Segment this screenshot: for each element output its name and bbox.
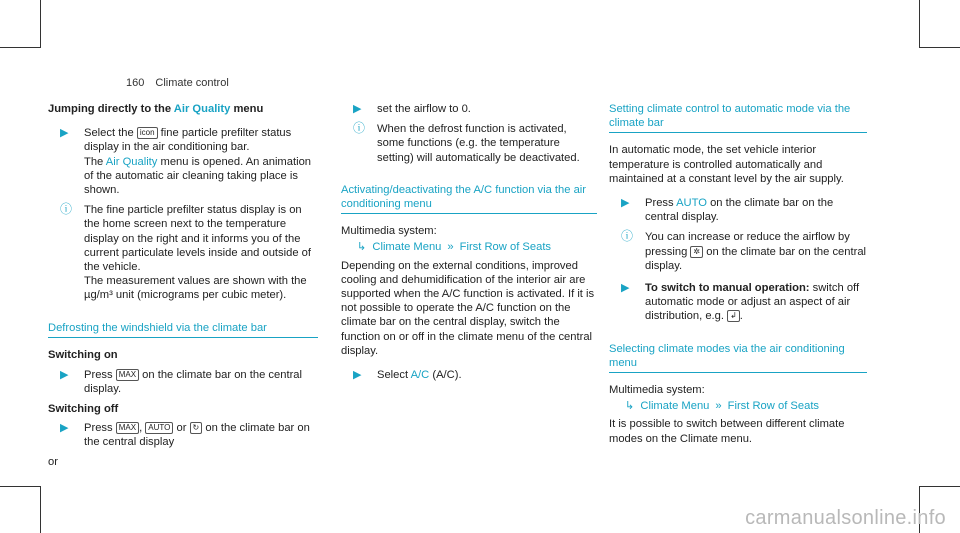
section-ac-heading: Activating/deactivating the A/C function via the air conditioning menu — [341, 183, 597, 214]
info-icon: ⓘ — [621, 229, 634, 244]
crop-mark — [920, 47, 960, 48]
note-defrost: ⓘ When the defrost function is activated, some functions (e.g. the temperature setting) will automatically be deactivated. — [353, 121, 580, 164]
auto-body: In automatic mode, the set vehicle interior temperature is controlled automatically and maintained at a constant level by the air supply. — [609, 144, 844, 185]
step-select-ac: ▶ Select A/C (A/C). — [353, 369, 462, 382]
multimedia-label: Multimedia system: — [341, 225, 437, 238]
step-arrow-icon: ▶ — [621, 197, 630, 210]
defrost-max-icon: MAX — [116, 369, 139, 381]
path-climate-menu[interactable]: Climate Menu — [640, 400, 710, 413]
switching-off-heading: Switching off — [48, 403, 119, 416]
step-arrow-icon: ▶ — [60, 127, 69, 140]
section-modes-heading: Selecting climate modes via the air conditioning menu — [609, 342, 867, 373]
crop-mark — [0, 47, 40, 48]
path-first-row[interactable]: First Row of Seats — [727, 400, 820, 413]
menu-path — [609, 399, 867, 413]
path-arrow-icon: ↳ — [625, 400, 635, 413]
step-arrow-icon: ▶ — [621, 282, 630, 295]
switching-on-heading: Switching on — [48, 348, 118, 361]
crop-mark — [919, 0, 920, 48]
air-distribution-icon: ↲ — [727, 310, 740, 322]
ac-body: Depending on the external conditions, improved cooling and dehumidification of the interior air are supported when the A/C function is activated. If it is not possible to operate the A/C function on the climate bar on the central display, switch the function on or off in the climate menu of the central display. — [341, 259, 595, 357]
heading-air-quality: Jumping directly to the Air Quality menu — [48, 103, 264, 115]
column-left — [48, 102, 318, 475]
air-quality-menu-link[interactable]: Air Quality — [105, 155, 158, 168]
step-arrow-icon: ▶ — [60, 421, 69, 434]
step-manual-operation: ▶ To switch to manual operation: switch off automatic mode or adjust an aspect of air distribution, e.g. ↲ . — [621, 282, 860, 323]
info-icon: ⓘ — [353, 121, 366, 136]
page-number: 160 — [126, 77, 145, 89]
fan-icon: ✲ — [690, 246, 703, 258]
path-separator-icon: » — [715, 400, 722, 413]
step-arrow-icon: ▶ — [353, 103, 362, 115]
recirculation-icon: ↻ — [190, 422, 203, 434]
note-prefilter: ⓘ The fine particle prefilter status display is on the home screen next to the temperature display on the right and it informs you of the current particulate levels inside and outside of the vehicle. The measurement values are shown with the µg/m³ unit (micrograms per cubic meter). — [60, 202, 311, 302]
column-right — [609, 102, 867, 452]
modes-body: It is possible to switch between different climate modes on the Climate menu. — [609, 418, 845, 445]
crop-mark — [40, 486, 41, 533]
info-icon: ⓘ — [60, 202, 73, 217]
path-arrow-icon: ↳ — [357, 241, 367, 254]
crop-mark — [40, 0, 41, 48]
column-middle — [341, 102, 597, 388]
step-switch-off: ▶ Press MAX , AUTO or ↻ on the climate bar on the central display — [60, 421, 310, 448]
step-arrow-icon: ▶ — [60, 369, 69, 382]
ac-link[interactable]: A/C — [410, 369, 430, 382]
step-arrow-icon: ▶ — [353, 369, 362, 382]
note-airflow: ⓘ You can increase or reduce the airflow by pressing ✲ on the climate bar on the central display. — [621, 229, 867, 272]
air-quality-link[interactable]: Air Quality — [173, 103, 231, 115]
page-section: Climate control — [155, 77, 229, 89]
step-select-prefilter: ▶ Select the icon fine particle prefilter status display in the air conditioning bar. The Air Quality menu is opened. An animation of the automatic air cleaning taking place is shown. — [60, 127, 312, 197]
step-set-airflow: ▶ set the airflow to 0. — [353, 103, 471, 115]
section-auto-heading: Setting climate control to automatic mode via the climate bar — [609, 102, 867, 133]
multimedia-label: Multimedia system: — [609, 384, 705, 397]
auto-icon: AUTO — [145, 422, 173, 434]
step-press-auto: ▶ Press AUTO on the climate bar on the central display. — [621, 197, 834, 224]
page-header — [126, 76, 229, 90]
auto-link[interactable]: AUTO — [676, 197, 707, 210]
watermark: carmanualsonline.info — [745, 506, 946, 529]
crop-mark — [920, 486, 960, 487]
prefilter-icon: icon — [137, 127, 158, 139]
or-text: or — [48, 456, 58, 469]
section-defrost-heading: Defrosting the windshield via the climate bar — [48, 321, 318, 338]
menu-path — [341, 240, 597, 254]
path-climate-menu[interactable]: Climate Menu — [372, 241, 442, 254]
path-first-row[interactable]: First Row of Seats — [459, 241, 552, 254]
crop-mark — [0, 486, 40, 487]
step-switch-on: ▶ Press MAX on the climate bar on the central display. — [60, 369, 302, 396]
path-separator-icon: » — [447, 241, 454, 254]
defrost-max-icon: MAX — [116, 422, 139, 434]
